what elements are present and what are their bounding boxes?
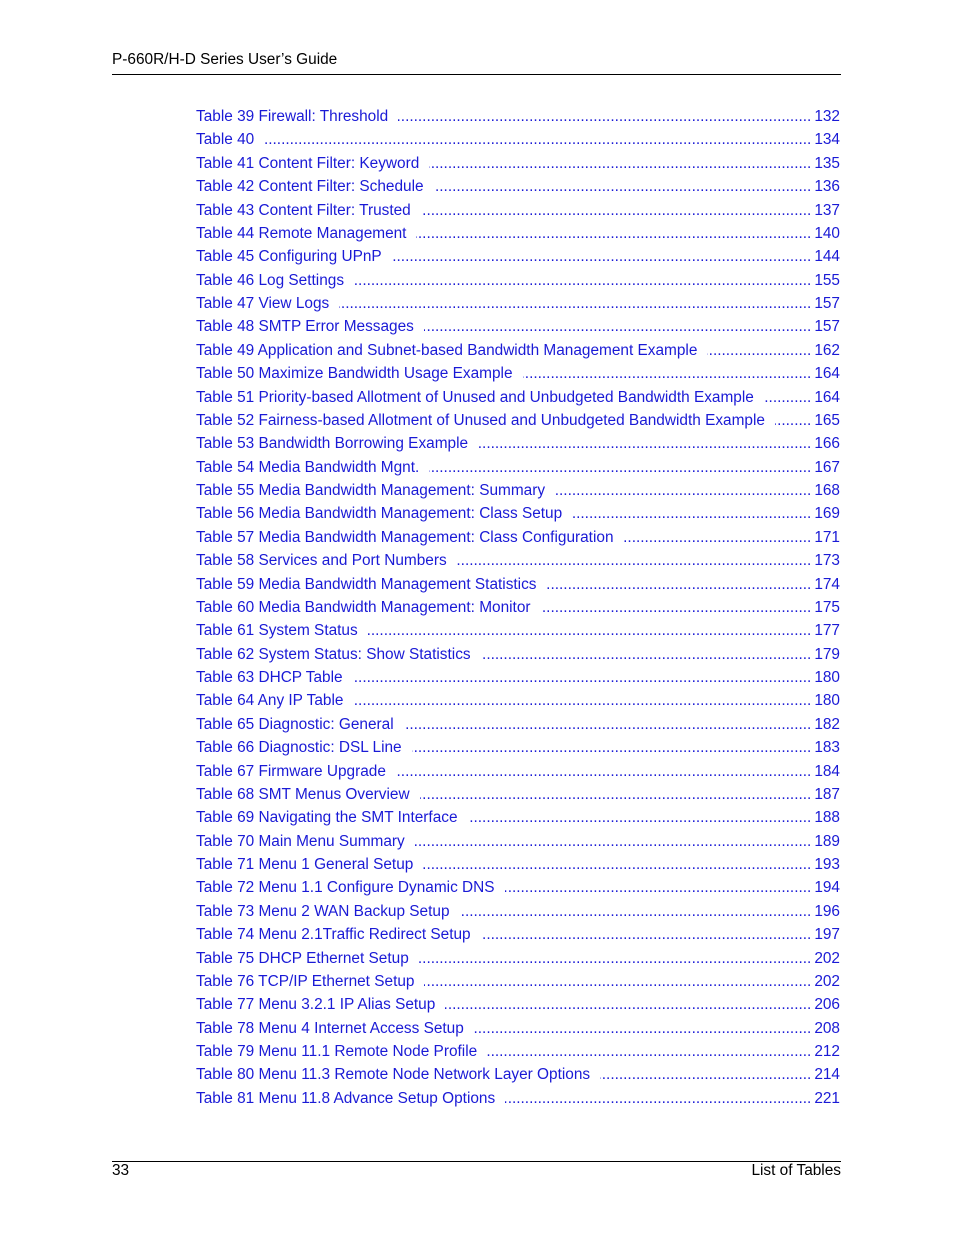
toc-entry-table-40[interactable] xyxy=(196,128,840,151)
toc-entry-table-53[interactable] xyxy=(196,432,840,455)
toc-entry-label: Table 72 Menu 1.1 Configure Dynamic DNS xyxy=(196,879,495,897)
footer-page-number: 33 xyxy=(112,1162,130,1179)
toc-entry-page: 180 xyxy=(814,692,840,710)
toc-entry-table-55[interactable] xyxy=(196,479,840,502)
toc-entry-page: 162 xyxy=(814,341,840,359)
toc-entry-page: 175 xyxy=(814,598,840,616)
toc-entry-page: 157 xyxy=(814,295,840,312)
toc-entry-label: Table 55 Media Bandwidth Management: Summary xyxy=(196,482,546,499)
toc-entry-page: 188 xyxy=(814,809,840,827)
dot-leader xyxy=(353,666,812,689)
toc-entry-label: Table 45 Configuring UPnP xyxy=(196,248,382,266)
footer-divider xyxy=(112,1161,841,1162)
toc-entry-page: 212 xyxy=(814,1043,840,1060)
toc-entry-table-70[interactable] xyxy=(196,830,840,853)
toc-entry-label: Table 40 xyxy=(196,131,255,149)
footer-section-title: List of Tables xyxy=(751,1162,841,1179)
dot-leader xyxy=(445,993,811,1016)
dot-leader xyxy=(424,315,811,338)
toc-entry-table-73[interactable] xyxy=(196,900,840,923)
toc-entry-label: Table 61 System Status xyxy=(196,622,358,640)
dot-leader xyxy=(339,292,811,315)
toc-entry-label: Table 77 Menu 3.2.1 IP Alias Setup xyxy=(196,996,436,1014)
dot-leader xyxy=(415,830,812,853)
toc-entry-table-45[interactable] xyxy=(196,245,840,268)
running-header-title: P-660R/H-D Series User’s Guide xyxy=(112,51,338,68)
toc-entry-page: 214 xyxy=(814,1066,840,1084)
dot-leader xyxy=(457,549,812,572)
toc-entry-table-61[interactable] xyxy=(196,619,840,642)
toc-entry-page: 184 xyxy=(814,762,840,780)
toc-entry-label: Table 65 Diagnostic: General xyxy=(196,715,394,733)
toc-entry-page: 157 xyxy=(814,318,840,336)
dot-leader xyxy=(354,269,811,292)
dot-leader xyxy=(434,175,812,198)
toc-entry-page: 173 xyxy=(814,552,840,570)
toc-entry-page: 197 xyxy=(814,926,840,944)
toc-entry-page: 167 xyxy=(814,458,840,476)
dot-leader xyxy=(404,713,812,736)
toc-entry-page: 177 xyxy=(814,622,840,640)
toc-entry-page: 140 xyxy=(814,224,840,242)
toc-entry-label: Table 50 Maximize Bandwidth Usage Example xyxy=(196,365,513,383)
dot-leader xyxy=(707,339,811,362)
toc-entry-table-59[interactable] xyxy=(196,573,840,596)
toc-entry-table-75[interactable] xyxy=(196,947,840,970)
dot-leader xyxy=(398,105,811,128)
toc-entry-label: Table 68 SMT Menus Overview xyxy=(196,785,410,803)
toc-entry-table-49[interactable] xyxy=(196,339,840,362)
toc-entry-label: Table 57 Media Bandwidth Management: Class Configuration xyxy=(196,528,614,546)
toc-entry-page: 135 xyxy=(814,154,840,172)
toc-entry-table-71[interactable] xyxy=(196,853,840,876)
dot-leader xyxy=(505,1087,811,1110)
list-of-tables xyxy=(196,105,840,1110)
toc-entry-page: 137 xyxy=(814,201,840,219)
toc-entry-page: 174 xyxy=(814,575,840,593)
toc-entry-label: Table 80 Menu 11.3 Remote Node Network Layer Options xyxy=(196,1066,591,1084)
toc-entry-label: Table 64 Any IP Table xyxy=(196,692,344,710)
toc-entry-table-47[interactable] xyxy=(196,292,840,315)
toc-entry-table-65[interactable] xyxy=(196,713,840,736)
toc-entry-table-69[interactable] xyxy=(196,806,840,829)
dot-leader xyxy=(572,502,811,525)
toc-entry-page: 183 xyxy=(814,739,840,757)
toc-entry-page: 132 xyxy=(814,108,840,125)
toc-entry-label: Table 39 Firewall: Threshold xyxy=(196,108,389,125)
dot-leader xyxy=(416,222,811,245)
toc-entry-label: Table 71 Menu 1 General Setup xyxy=(196,856,414,873)
toc-entry-table-76[interactable] xyxy=(196,970,840,993)
toc-entry-label: Table 74 Menu 2.1Traffic Redirect Setup xyxy=(196,926,471,944)
toc-entry-table-56[interactable] xyxy=(196,502,840,525)
toc-entry-table-41[interactable] xyxy=(196,152,840,175)
toc-entry-table-66[interactable] xyxy=(196,736,840,759)
dot-leader xyxy=(775,409,811,432)
toc-entry-label: Table 62 System Status: Show Statistics xyxy=(196,645,471,663)
dot-leader xyxy=(481,643,812,666)
toc-entry-page: 155 xyxy=(814,271,840,289)
toc-entry-page: 196 xyxy=(814,902,840,920)
toc-entry-table-77[interactable] xyxy=(196,993,840,1016)
toc-entry-page: 164 xyxy=(814,388,840,406)
dot-leader xyxy=(368,619,812,642)
dot-leader xyxy=(547,573,812,596)
toc-entry-label: Table 73 Menu 2 WAN Backup Setup xyxy=(196,902,450,920)
toc-entry-page: 136 xyxy=(814,178,840,196)
toc-entry-page: 134 xyxy=(814,131,840,149)
toc-entry-table-50[interactable] xyxy=(196,362,840,385)
toc-entry-table-64[interactable] xyxy=(196,689,840,712)
dot-leader xyxy=(392,245,812,268)
toc-entry-page: 164 xyxy=(814,365,840,383)
toc-entry-table-51[interactable] xyxy=(196,386,840,409)
dot-leader xyxy=(419,947,812,970)
toc-entry-table-78[interactable] xyxy=(196,1017,840,1040)
dot-leader xyxy=(412,736,812,759)
toc-entry-page: 179 xyxy=(814,645,840,663)
toc-entry-table-54[interactable] xyxy=(196,456,840,479)
dot-leader xyxy=(523,362,812,385)
toc-entry-label: Table 47 View Logs xyxy=(196,295,330,312)
toc-entry-table-63[interactable] xyxy=(196,666,840,689)
toc-entry-page: 165 xyxy=(814,411,840,429)
toc-entry-page: 182 xyxy=(814,715,840,733)
toc-entry-label: Table 53 Bandwidth Borrowing Example xyxy=(196,435,469,453)
toc-entry-page: 206 xyxy=(814,996,840,1014)
toc-entry-page: 194 xyxy=(814,879,840,897)
toc-entry-page: 144 xyxy=(814,248,840,266)
toc-entry-table-60[interactable] xyxy=(196,596,840,619)
dot-leader xyxy=(487,1040,811,1063)
toc-entry-table-81[interactable] xyxy=(196,1087,840,1110)
toc-entry-label: Table 63 DHCP Table xyxy=(196,669,343,686)
toc-entry-page: 169 xyxy=(814,505,840,523)
toc-entry-label: Table 60 Media Bandwidth Management: Monitor xyxy=(196,598,531,616)
dot-leader xyxy=(474,1017,812,1040)
toc-entry-label: Table 41 Content Filter: Keyword xyxy=(196,154,420,172)
toc-entry-label: Table 67 Firmware Upgrade xyxy=(196,762,386,780)
dot-leader xyxy=(468,806,812,829)
dot-leader xyxy=(424,970,811,993)
dot-leader xyxy=(764,386,811,409)
toc-entry-page: 166 xyxy=(814,435,840,453)
toc-entry-page: 208 xyxy=(814,1019,840,1037)
dot-leader xyxy=(481,923,812,946)
dot-leader xyxy=(541,596,812,619)
toc-entry-table-42[interactable] xyxy=(196,175,840,198)
toc-entry-label: Table 49 Application and Subnet-based Bandwidth Management Example xyxy=(196,341,698,359)
toc-entry-table-62[interactable] xyxy=(196,643,840,666)
dot-leader xyxy=(429,456,811,479)
dot-leader xyxy=(624,526,812,549)
toc-entry-label: Table 66 Diagnostic: DSL Line xyxy=(196,739,402,757)
dot-leader xyxy=(600,1063,811,1086)
dot-leader xyxy=(555,479,811,502)
toc-entry-table-68[interactable] xyxy=(196,783,840,806)
toc-entry-table-58[interactable] xyxy=(196,549,840,572)
toc-entry-page: 202 xyxy=(814,972,840,990)
toc-entry-table-52[interactable] xyxy=(196,409,840,432)
dot-leader xyxy=(353,689,811,712)
dot-leader xyxy=(420,783,812,806)
toc-entry-table-44[interactable] xyxy=(196,222,840,245)
toc-entry-label: Table 79 Menu 11.1 Remote Node Profile xyxy=(196,1043,478,1060)
toc-entry-label: Table 48 SMTP Error Messages xyxy=(196,318,414,336)
toc-entry-table-43[interactable] xyxy=(196,199,840,222)
toc-entry-label: Table 75 DHCP Ethernet Setup xyxy=(196,949,409,967)
toc-entry-table-48[interactable] xyxy=(196,315,840,338)
toc-entry-page: 171 xyxy=(814,528,840,546)
toc-entry-label: Table 52 Fairness-based Allotment of Unused and Unbudgeted Bandwidth Example xyxy=(196,411,765,429)
dot-leader xyxy=(396,760,811,783)
dot-leader xyxy=(460,900,812,923)
toc-entry-label: Table 43 Content Filter: Trusted xyxy=(196,201,411,219)
toc-entry-table-74[interactable] xyxy=(196,923,840,946)
toc-entry-label: Table 44 Remote Management xyxy=(196,224,407,242)
toc-entry-table-67[interactable] xyxy=(196,760,840,783)
toc-entry-table-80[interactable] xyxy=(196,1063,840,1086)
toc-entry-label: Table 42 Content Filter: Schedule xyxy=(196,178,424,196)
toc-entry-page: 221 xyxy=(814,1089,840,1107)
toc-entry-table-46[interactable] xyxy=(196,269,840,292)
dot-leader xyxy=(429,152,811,175)
dot-leader xyxy=(264,128,811,151)
toc-entry-label: Table 81 Menu 11.8 Advance Setup Options xyxy=(196,1089,496,1107)
dot-leader xyxy=(423,853,811,876)
dot-leader xyxy=(421,199,812,222)
toc-entry-label: Table 70 Main Menu Summary xyxy=(196,832,405,850)
toc-entry-label: Table 56 Media Bandwidth Management: Class Setup xyxy=(196,505,563,523)
header-divider xyxy=(112,74,841,75)
toc-entry-label: Table 54 Media Bandwidth Mgnt. xyxy=(196,458,420,476)
toc-entry-page: 189 xyxy=(814,832,840,850)
toc-entry-table-57[interactable] xyxy=(196,526,840,549)
toc-entry-label: Table 46 Log Settings xyxy=(196,271,345,289)
dot-leader xyxy=(478,432,811,455)
toc-entry-table-39[interactable] xyxy=(196,105,840,128)
toc-entry-label: Table 69 Navigating the SMT Interface xyxy=(196,809,458,827)
toc-entry-table-72[interactable] xyxy=(196,876,840,899)
toc-entry-table-79[interactable] xyxy=(196,1040,840,1063)
toc-entry-page: 193 xyxy=(814,856,840,873)
toc-entry-page: 187 xyxy=(814,785,840,803)
toc-entry-page: 202 xyxy=(814,949,840,967)
toc-entry-page: 168 xyxy=(814,482,840,499)
toc-entry-label: Table 58 Services and Port Numbers xyxy=(196,552,447,570)
dot-leader xyxy=(505,876,812,899)
toc-entry-label: Table 76 TCP/IP Ethernet Setup xyxy=(196,972,415,990)
toc-entry-label: Table 59 Media Bandwidth Management Statistics xyxy=(196,575,537,593)
toc-entry-label: Table 78 Menu 4 Internet Access Setup xyxy=(196,1019,464,1037)
toc-entry-page: 180 xyxy=(814,669,840,686)
toc-entry-label: Table 51 Priority-based Allotment of Unused and Unbudgeted Bandwidth Example xyxy=(196,388,754,406)
